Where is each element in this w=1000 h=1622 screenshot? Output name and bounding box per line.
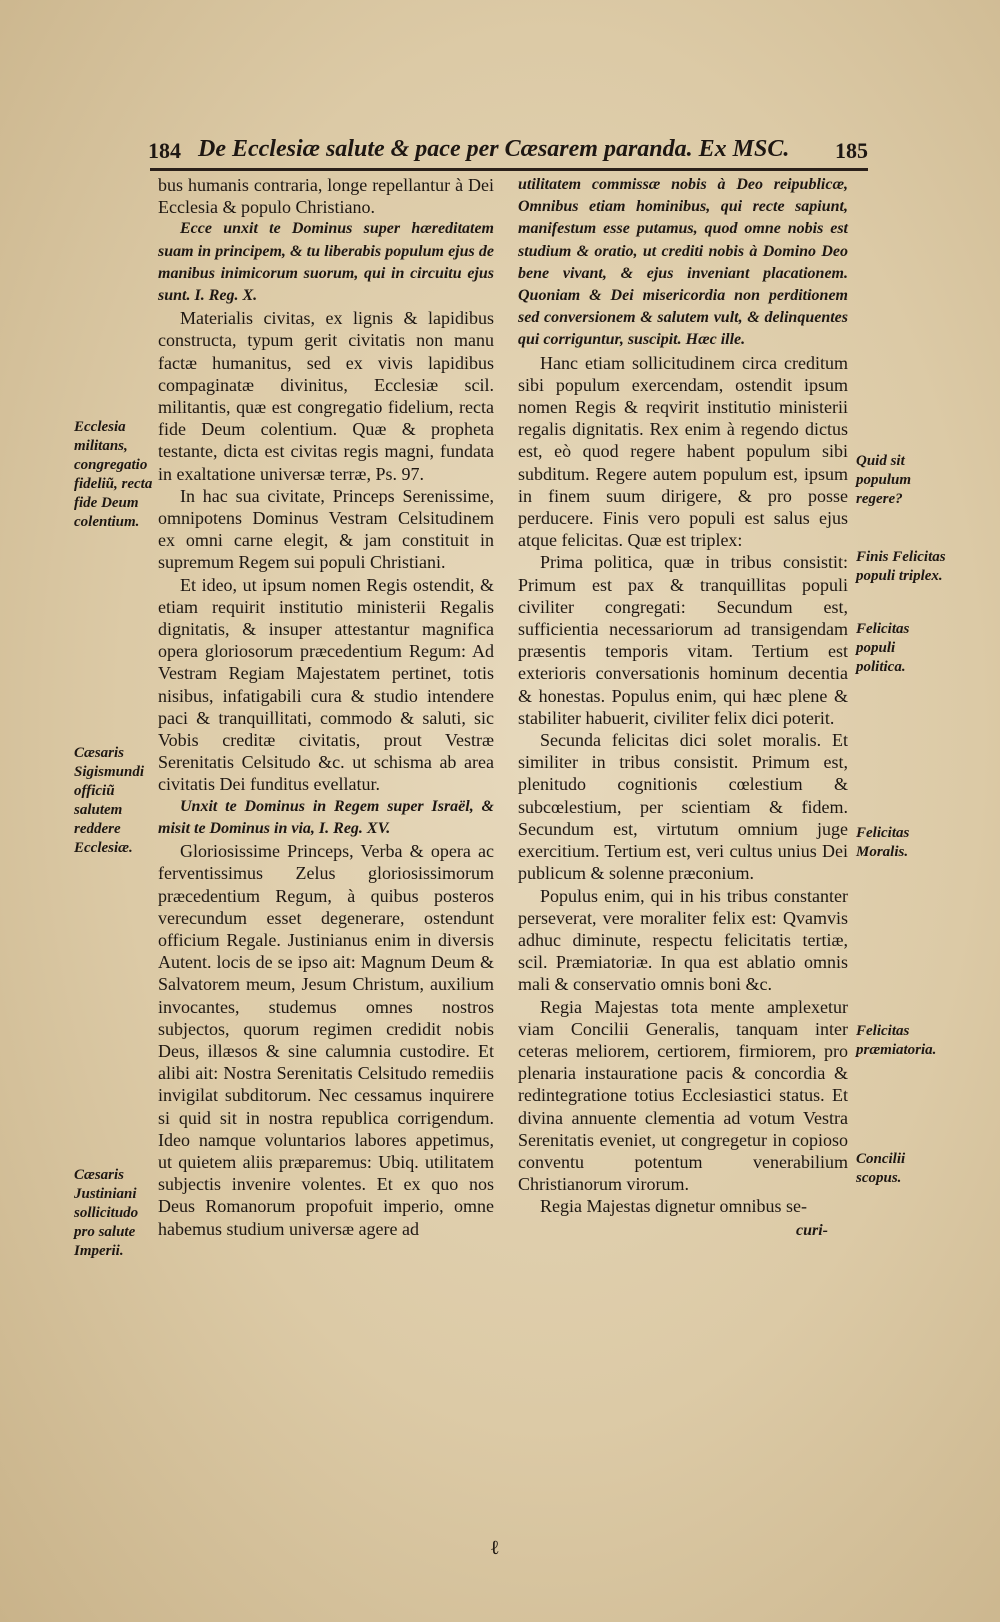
page-number-right: 185 [835, 138, 868, 163]
paragraph: Regia Majestas tota mente amplexetur viam Concilii Generalis, tanquam inter ceteras meliorem, certiorem, firmiorem, pro plenaria instauratione pacis & concordia & redintegratione totius Ecclesiastici status. Et divina annuente clementia ad votum Vestra Serenitatis eveniet, ut congregetur in copioso conventu potentum venerabilium Christianorum virorum. [518, 996, 848, 1195]
scripture-quote: Ecce unxit te Dominus super hæreditatem suam in principem, & tu liberabis populum ejus de manibus inimicorum suorum, qui in circuitu ejus sunt. I. Reg. X. [158, 220, 494, 305]
running-title: De Ecclesiæ salute & pace per Cæsarem paranda. Ex MSC. [198, 136, 790, 162]
paragraph: Et ideo, ut ipsum nomen Regis ostendit, & etiam requirit institutio ministerii Regalis dignitatis, & insuper attestantur magnifica opera gloriosorum præcedentium Regum: Ad Vestram Regiam Majestatem pertinet, totis nisibus, infatigabili cura & studio intendere paci & tranquillitati, commodo & saluti, sic Vobis creditæ civitatis, prout Vestræ Serenitatis Celsitudo &c. ut schisma ab area civitatis Dei funditus evellatur. [158, 574, 494, 795]
margin-note-right: Concilii scopus. [856, 1151, 906, 1186]
paragraph: utilitatem commissæ nobis à Deo reipublicæ, Omnibus etiam hominibus, qui recte sapiunt, manifestum esse putamus, quod omne nobis est studium & oratio, ut crediti nobis à Domino Deo bene vivant, & ejus inveniant placationem. Quoniam & Dei misericordia non perditionem sed conversionem & salutem vult, & delinquentes qui corriguntur, suscipit. Hæc ille. [518, 176, 848, 349]
margin-note-left: Ecclesia militans, congregatio fideliũ, recta fide Deum colentium. [74, 419, 153, 530]
paragraph: In hac sua civitate, Princeps Serenissime, omnipotens Dominus Vestram Celsitudinem ex omni carne elegit, & jam constituit in supremum Regem sui populi Christiani. [158, 485, 494, 573]
left-column [158, 174, 494, 1240]
margin-note-right: Felicitas Moralis. [856, 825, 910, 860]
margin-note-left: Cæsaris Sigismundi officiũ salutem reddere Ecclesiæ. [74, 745, 145, 856]
margin-note-left: Cæsaris Justiniani sollicitudo pro salute Imperii. [74, 1167, 139, 1259]
paragraph: bus humanis contraria, longe repellantur à Dei Ecclesia & populo Christiano. [158, 175, 494, 218]
catchword: curi- [796, 1221, 828, 1239]
paragraph: Populus enim, qui in his tribus constanter perseverat, vere moraliter felix est: Qvamvis adhuc diminute, respectu felicitatis tertiæ, scil. Præmiatoriæ. In qua est ablatio omnis mali & conservatio omnis boni &c. [518, 885, 848, 995]
header-rule [150, 168, 868, 171]
paragraph: Regia Majestas dignetur omnibus se- [540, 1196, 807, 1217]
paragraph: Hanc etiam sollicitudinem circa creditum sibi populum exercendam, ostendit ipsum nomen Regis & reqvirit institutio ministerii regalis dignitatis. Rex enim à regendo dictus est, eò quod regere habent populum sibi subditum. Regere autem populum est, ipsum in finem suum dirigere, & pro posse perducere. Finis vero populi est salus ejus atque felicitas. Quæ est triplex: [518, 352, 848, 551]
margin-note-right: Felicitas populi politica. [856, 621, 910, 675]
paragraph: Gloriosissime Princeps, Verba & opera ac ferventissimus Zelus gloriosissimorum præcedentium Regum, à quibus posteros verecundum esset degenerare, ostendunt officium Regale. Justinianus enim in diversis Autent. locis de se ipso ait: Magnum Deum & Salvatorem meum, Jesum Christum, auxilium invocantes, studemus omnes nostros subjectos, quorum regimen credidit nobis Deus, illæsos & sine calumnia custodire. Et alibi ait: Nostra Serenitatis Celsitudo remediis invigilat subditorum. Nec cessamus inquirere si quid sit in nostra republica corrigendum. Ideo namque voluntarios labores appetimus, ut quietem aliis præparemus: Ubiq. utilitatem subjectis invenire volentes. Et ex quo nos Deus Romanorum propofuit imperio, omne habemus studium universæ agere ad [158, 841, 494, 1239]
scripture-quote: Unxit te Dominus in Regem super Israël, & misit te Dominus in via, I. Reg. XV. [158, 797, 494, 837]
margin-note-right: Quid sit populum regere? [856, 453, 912, 507]
margin-note-right: Finis Felicitas populi triplex. [856, 549, 946, 584]
page-number-left: 184 [148, 138, 181, 163]
paragraph: Materialis civitas, ex lignis & lapidibus constructa, typum gerit civitatis non manu factæ humanitus, sed ex vivis lapidibus compaginatæ divinitus, Ecclesiæ scil. militantis, quæ est congregatio fidelium, recta fide Deum colentium. Quæ & propheta testante, dicta est civitas regis magni, fundata in exaltatione universæ terræ, Ps. 97. [158, 308, 494, 484]
ink-mark: ℓ [490, 1535, 500, 1559]
paragraph: Prima politica, quæ in tribus consistit: Primum est pax & tranquillitas populi civiliter congregati: Secundum est, sufficientia necessariorum ad transigendam præsentis temporis vitam. Tertium est exterioris conversationis hominum decentia & honestas. Populus enim, qui hæc plene & stabiliter habuerit, civiliter felix dici poterit. [518, 552, 848, 728]
paragraph: Secunda felicitas dici solet moralis. Et similiter in tribus consistit. Primum est, plenitudo cognitionis cœlestium & subcœlestium, per scientiam & fidem. Secundum est, virtutum omnium juge exercitium. Tertium est, veri cultus unius Dei publicum & solenne præconium. [518, 730, 848, 884]
running-header [148, 134, 868, 168]
right-column [518, 174, 848, 1242]
margin-note-right: Felicitas præmiatoria. [856, 1023, 937, 1058]
